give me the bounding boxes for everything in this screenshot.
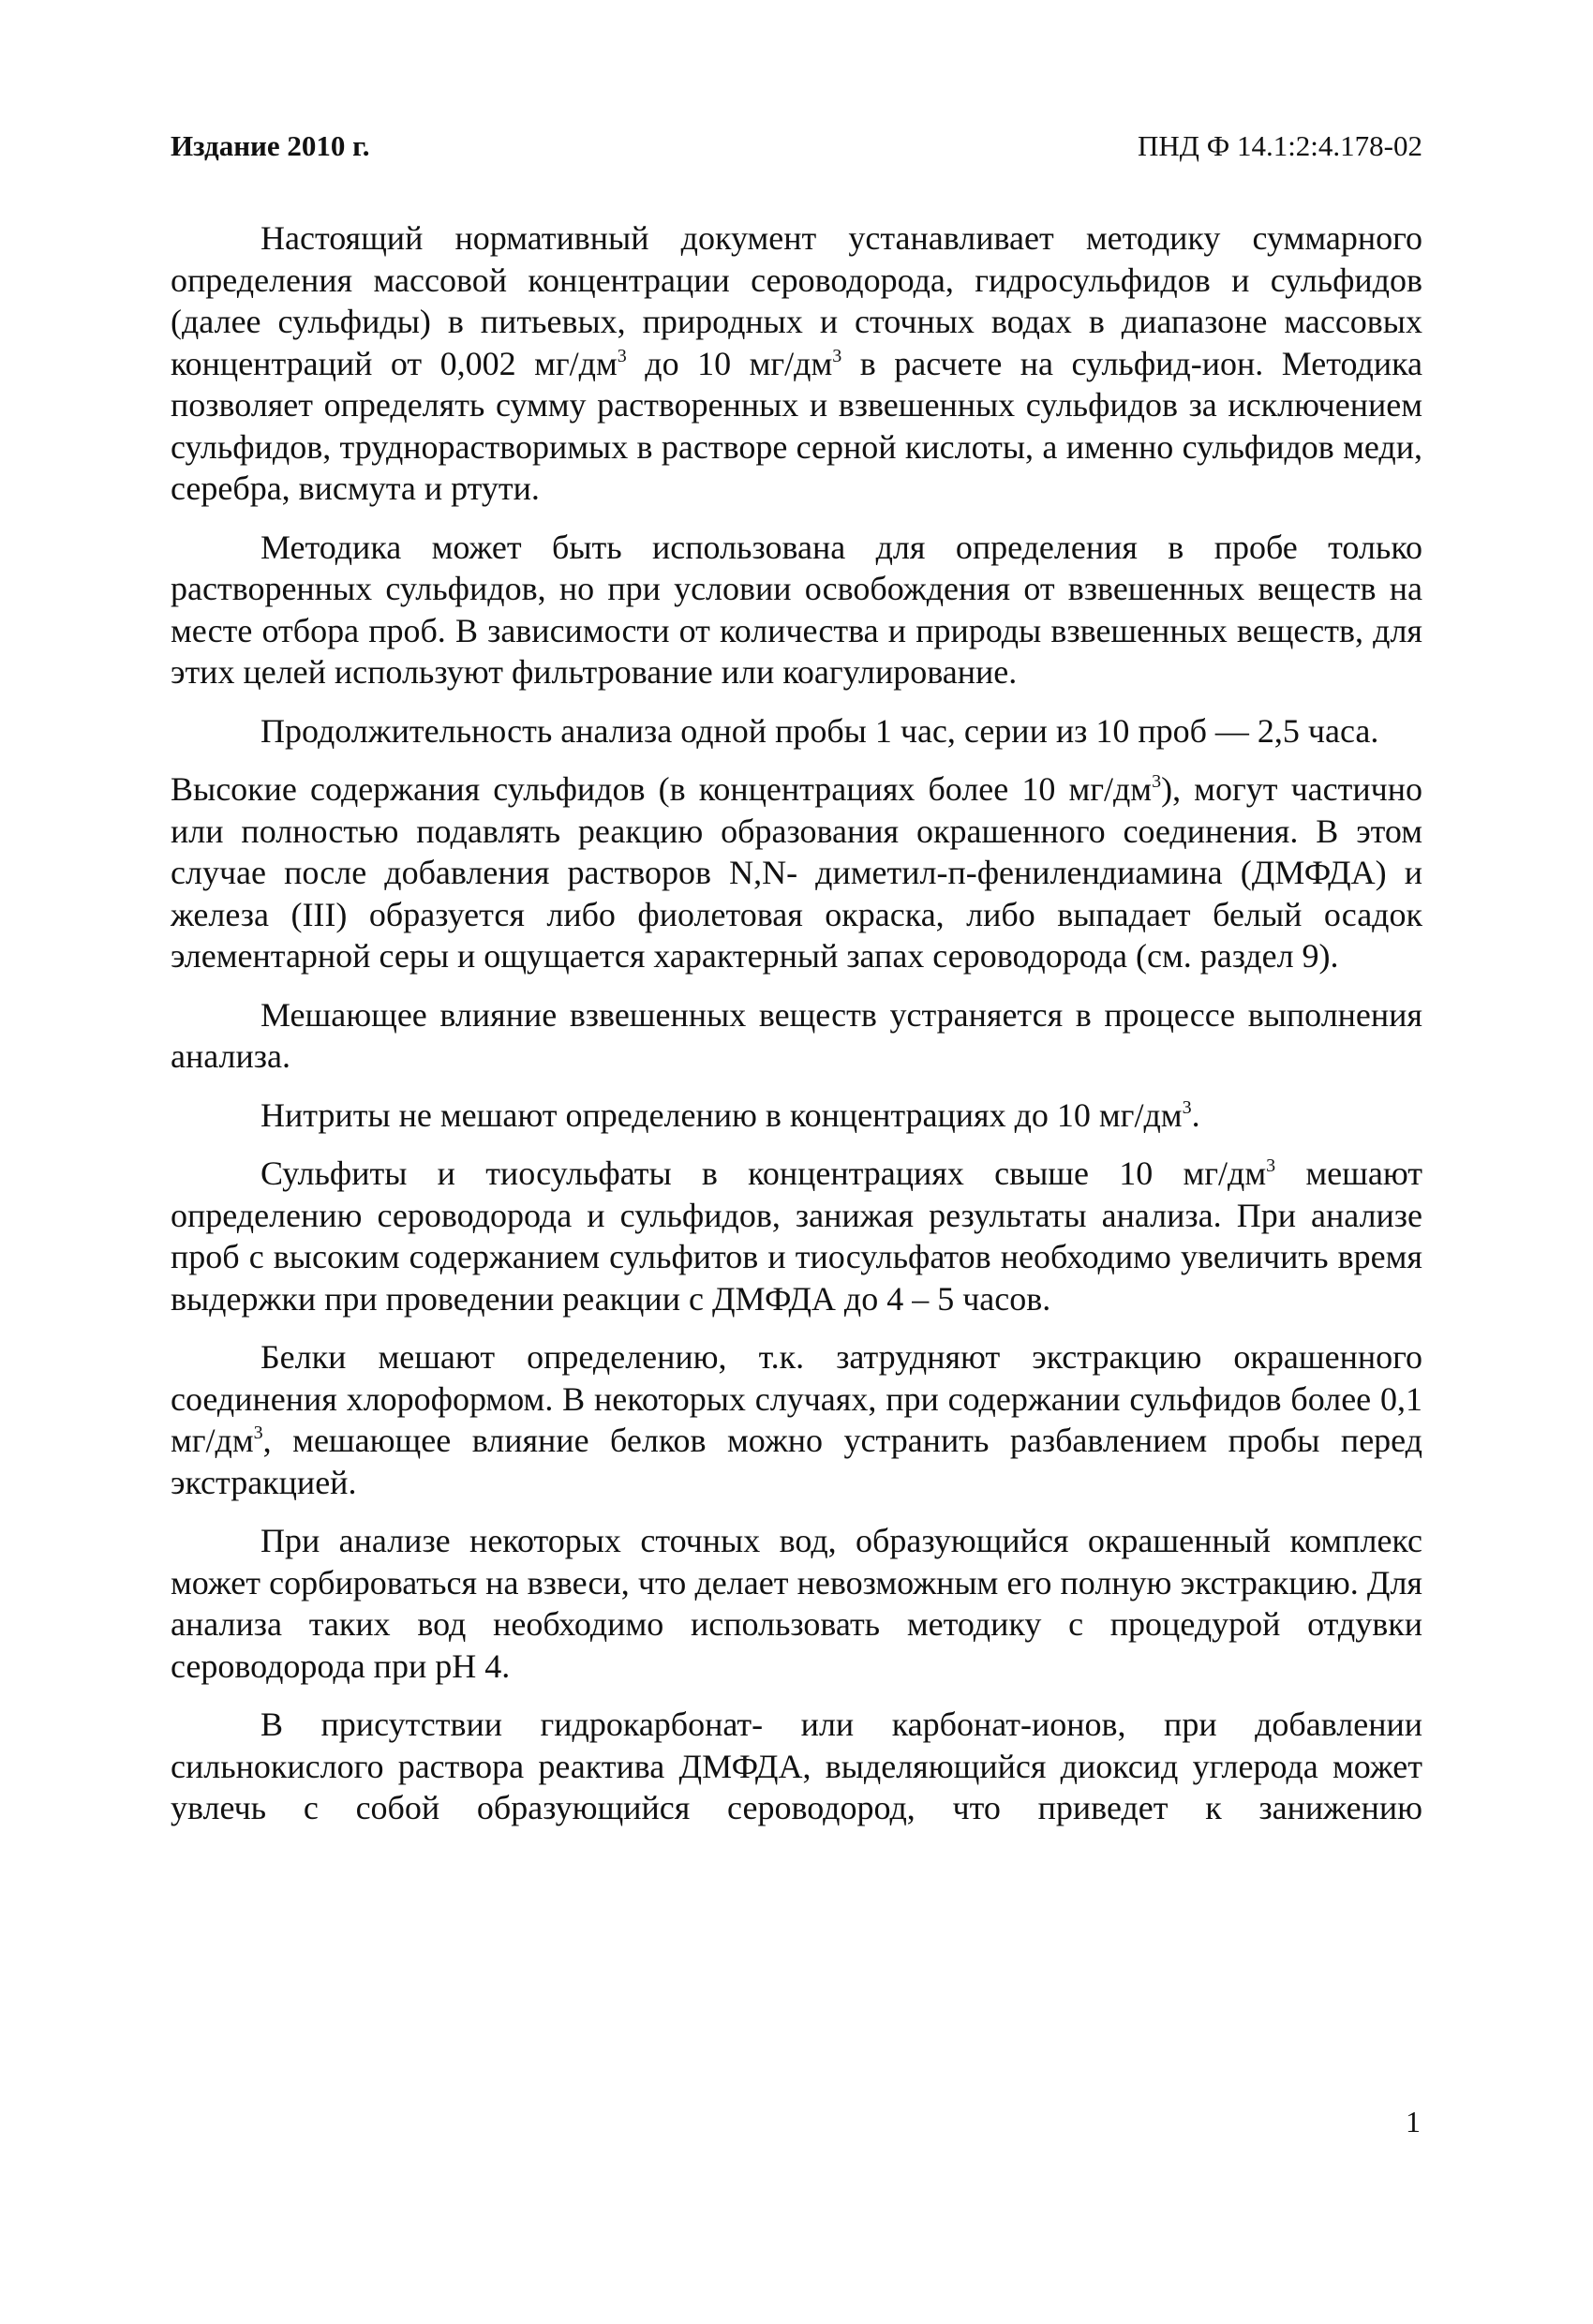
paragraph-text: Настоящий нормативный документ устанавливает методику суммарного определения массовой концентрации сероводорода, гидросульфидов и сульфидов (далее сульфиды) в питьевых, природных и сточных водах в диапазоне массовых концентраций от 0,002 мг/дм xyxy=(171,219,1422,382)
paragraph-text: Нитриты не мешают определению в концентрациях до 10 мг/дм xyxy=(261,1095,1183,1134)
page-number: 1 xyxy=(1406,2105,1421,2138)
paragraph-carbonates: В присутствии гидрокарбонат- или карбонат-ионов, при добавлении сильнокислого раствора реактива ДМФДА, выделяющийся диоксид углерода может увлечь с собой образующийся сероводород, что приведет к занижению xyxy=(171,1706,1422,1826)
paragraph-high-concentrations xyxy=(171,768,1422,977)
paragraph-text: ), могут частично или полностью подавлять реакцию образования окрашенного соединения. В этом случае после добавления растворов N,N- диметил-п-фенилендиамина (ДМФДА) и железа (III) образуется либо фиолетовая окраска, либо выпадает белый осадок элементарной серы и ощущается характерный запах сероводорода (см. раздел 9). xyxy=(171,770,1422,975)
paragraph-text: в расчете на сульфид-ион. Методика позволяет определять сумму растворенных и взвешенных сульфидов за исключением сульфидов, труднорастворимых в растворе серной кислоты, а именно сульфидов меди, серебра, висмута и ртути. xyxy=(171,344,1423,507)
page-header xyxy=(171,129,1422,176)
paragraph-proteins xyxy=(171,1336,1422,1503)
superscript: 3 xyxy=(1182,1096,1192,1118)
paragraph-text: Белки мешают определению, т.к. затрудняют экстракцию окрашенного соединения хлороформом. В некоторых случаях, при содержании сульфидов более 0,1 мг/дм xyxy=(171,1338,1422,1459)
paragraph-wastewater: При анализе некоторых сточных вод, образующийся окрашенный комплекс может сорбироваться на взвеси, что делает невозможным его полную экстракцию. Для анализа таких вод необходимо использовать методику с процедурой отдувки сероводорода при pH 4. xyxy=(171,1522,1422,1685)
superscript: 3 xyxy=(253,1423,263,1443)
paragraph-dissolved-sulfides: Методика может быть использована для определения в пробе только растворенных сульфидов, но при условии освобождения от взвешенных веществ на месте отбора проб. В зависимости от количества и природы взвешенных веществ, для этих целей используют фильтрование или коагулирование. xyxy=(171,528,1422,691)
paragraph-text: Высокие содержания сульфидов (в концентрациях более 10 мг/дм xyxy=(171,770,1153,808)
paragraph-scope xyxy=(171,217,1422,510)
document-body xyxy=(171,217,1422,1829)
edition-label: Издание 2010 г. xyxy=(171,129,370,162)
paragraph-text: . xyxy=(1191,1095,1200,1134)
paragraph-sulfites xyxy=(171,1153,1422,1319)
paragraph-text: до 10 мг/дм xyxy=(626,344,833,382)
paragraph-text: , мешающее влияние белков можно устранить разбавлением пробы перед экстракцией. xyxy=(171,1422,1422,1501)
superscript: 3 xyxy=(617,345,627,366)
superscript: 3 xyxy=(1152,771,1162,792)
document-code: ПНД Ф 14.1:2:4.178-02 xyxy=(1138,129,1422,162)
superscript: 3 xyxy=(832,345,842,366)
paragraph-text: Сульфиты и тиосульфаты в концентрациях свыше 10 мг/дм xyxy=(261,1155,1267,1192)
paragraph-text: мешают определению сероводорода и сульфидов, занижая результаты анализа. При анализе проб с высоким содержанием сульфитов и тиосульфатов необходимо увеличить время выдержки при проведении реакции с ДМФДА до 4 – 5 часов. xyxy=(171,1155,1422,1318)
superscript: 3 xyxy=(1266,1155,1276,1176)
paragraph-nitrites xyxy=(171,1095,1422,1137)
paragraph-duration: Продолжительность анализа одной пробы 1 час, серии из 10 проб — 2,5 часа. xyxy=(261,711,1379,750)
paragraph-suspended-matter: Мешающее влияние взвешенных веществ устраняется в процессе выполнения анализа. xyxy=(171,995,1422,1075)
